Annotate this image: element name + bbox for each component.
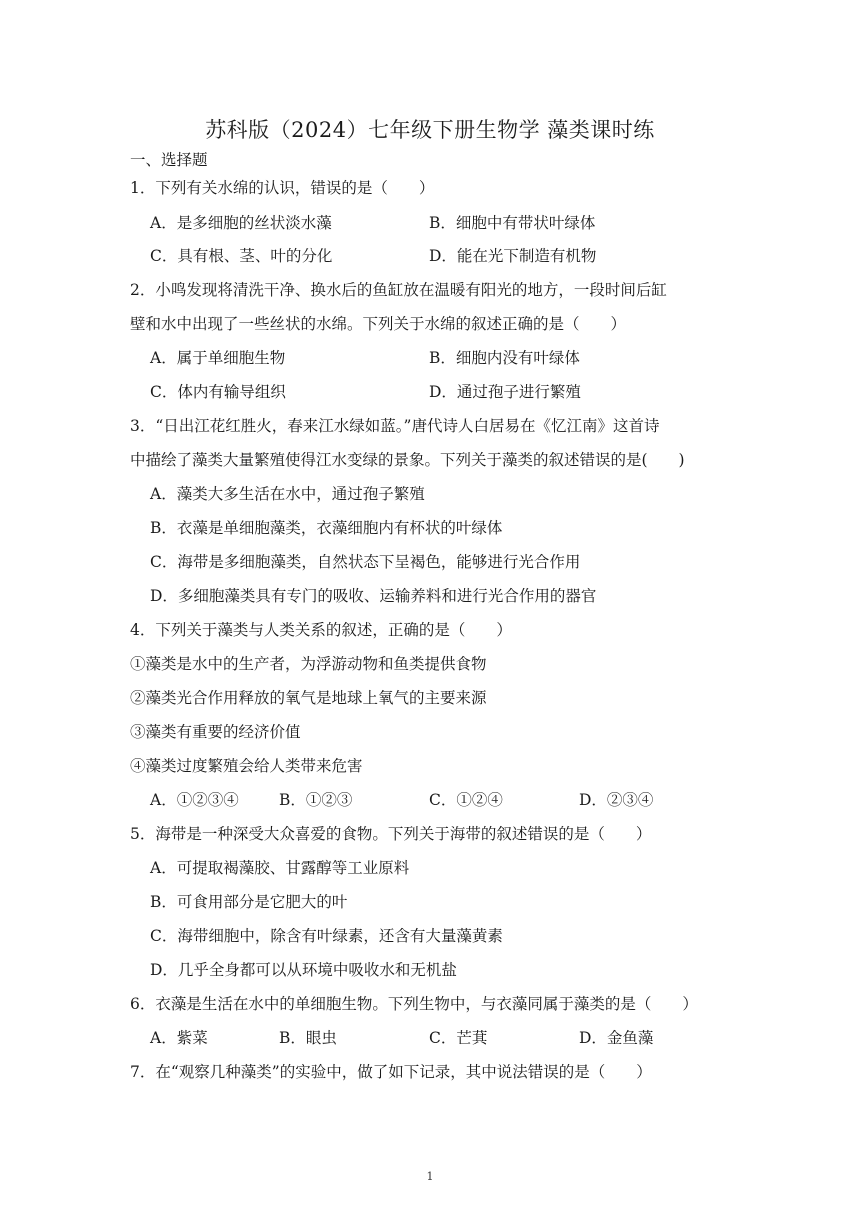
question-4-statement-2: ②藻类光合作用释放的氧气是地球上氧气的主要来源 — [130, 689, 487, 707]
question-4-option-a: A．①②③④ — [150, 791, 239, 809]
question-3-option-c: C．海带是多细胞藻类，自然状态下呈褐色，能够进行光合作用 — [150, 553, 581, 571]
question-3-stem-line-2: 中描绘了藻类大量繁殖使得江水变绿的景象。下列关于藻类的叙述错误的是( ) — [130, 451, 685, 469]
question-6-option-d: D．金鱼藻 — [579, 1029, 654, 1047]
question-2-stem-line-2: 壁和水中出现了一些丝状的水绵。下列关于水绵的叙述正确的是（ ） — [130, 315, 627, 333]
question-6-option-a: A．紫菜 — [150, 1029, 208, 1047]
question-1-option-d: D．能在光下制造有机物 — [429, 247, 597, 265]
question-2-option-b: B．细胞内没有叶绿体 — [429, 349, 580, 367]
question-5-option-d: D．几乎全身都可以从环境中吸收水和无机盐 — [150, 961, 457, 979]
question-7-stem: 7．在“观察几种藻类”的实验中，做了如下记录，其中说法错误的是（ ） — [130, 1063, 652, 1081]
question-2-stem-line-1: 2．小鸣发现将清洗干净、换水后的鱼缸放在温暖有阳光的地方，一段时间后缸 — [130, 281, 667, 299]
question-6-stem: 6．衣藻是生活在水中的单细胞生物。下列生物中，与衣藻同属于藻类的是（ ） — [130, 995, 698, 1013]
question-4-statement-3: ③藻类有重要的经济价值 — [130, 723, 301, 741]
question-3-option-d: D．多细胞藻类具有专门的吸收、运输养料和进行光合作用的器官 — [150, 587, 597, 605]
question-4-option-c: C．①②④ — [429, 791, 503, 809]
question-5-stem: 5．海带是一种深受大众喜爱的食物。下列关于海带的叙述错误的是（ ） — [130, 825, 652, 843]
document-title: 苏科版（2024）七年级下册生物学 藻类课时练 — [205, 118, 655, 142]
question-2-option-a: A．属于单细胞生物 — [150, 349, 286, 367]
question-4-statement-1: ①藻类是水中的生产者，为浮游动物和鱼类提供食物 — [130, 655, 487, 673]
question-1-stem: 1．下列有关水绵的认识，错误的是（ ） — [130, 179, 435, 197]
question-6-option-c: C．芒萁 — [429, 1029, 488, 1047]
question-6-option-b: B．眼虫 — [279, 1029, 337, 1047]
question-4-statement-4: ④藻类过度繁殖会给人类带来危害 — [130, 757, 363, 775]
question-2-option-c: C．体内有输导组织 — [150, 383, 286, 401]
question-1-option-a: A．是多细胞的丝状淡水藻 — [150, 214, 332, 232]
question-4-option-d: D．②③④ — [579, 791, 654, 809]
question-4-option-b: B．①②③ — [279, 791, 353, 809]
question-3-option-a: A．藻类大多生活在水中，通过孢子繁殖 — [150, 485, 425, 503]
question-4-stem: 4．下列关于藻类与人类关系的叙述，正确的是（ ） — [130, 621, 512, 639]
question-3-option-b: B．衣藻是单细胞藻类，衣藻细胞内有杯状的叶绿体 — [150, 519, 503, 537]
question-1-option-c: C．具有根、茎、叶的分化 — [150, 247, 333, 265]
section-heading: 一、选择题 — [130, 151, 208, 169]
question-3-stem-line-1: 3．“日出江花红胜火，春来江水绿如蓝。”唐代诗人白居易在《忆江南》这首诗 — [130, 417, 660, 435]
question-5-option-a: A．可提取褐藻胶、甘露醇等工业原料 — [150, 859, 410, 877]
question-5-option-b: B．可食用部分是它肥大的叶 — [150, 893, 348, 911]
question-5-option-c: C．海带细胞中，除含有叶绿素，还含有大量藻黄素 — [150, 927, 503, 945]
question-1-option-b: B．细胞中有带状叶绿体 — [429, 214, 596, 232]
question-2-option-d: D．通过孢子进行繁殖 — [429, 383, 581, 401]
page-number: 1 — [426, 1170, 434, 1183]
